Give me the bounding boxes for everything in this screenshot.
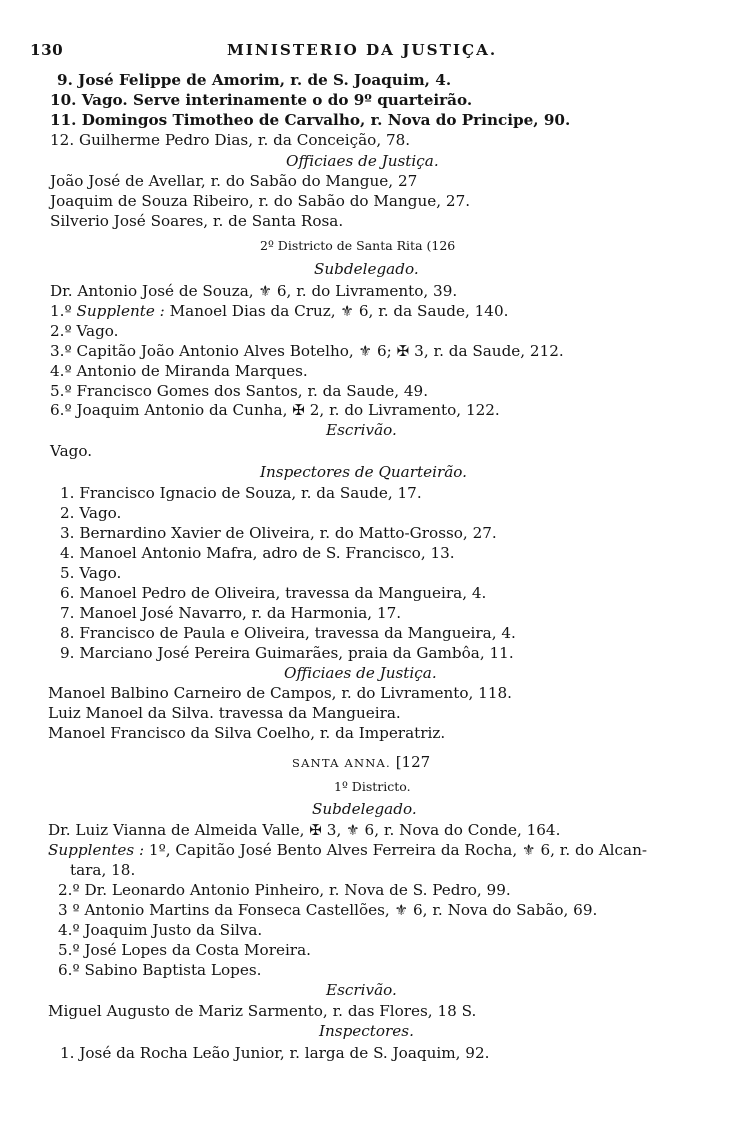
text-line: Silverio José Soares, r. de Santa Rosa.	[50, 212, 344, 230]
list-item: 1. José da Rocha Leão Junior, r. larga de S. Joaquim, 92.	[60, 1044, 490, 1062]
list-item: 5. Vago.	[60, 564, 122, 582]
text-line: 2.º Dr. Leonardo Antonio Pinheiro, r. Nova de S. Pedro, 99.	[58, 881, 511, 899]
page-title: MINISTERIO DA JUSTIÇA.	[227, 41, 498, 59]
text-line: 5.º José Lopes da Costa Moreira.	[58, 941, 311, 959]
text-line: Miguel Augusto de Mariz Sarmento, r. das Flores, 18 S.	[48, 1002, 477, 1020]
text-line: tara, 18.	[70, 861, 136, 879]
text-line: 6.º Sabino Baptista Lopes.	[58, 961, 262, 979]
section-heading: Escrivão.	[326, 421, 397, 439]
ordinal: 1.º	[50, 302, 77, 320]
role-label: Supplente :	[76, 302, 165, 320]
text-line: 4.º Antonio de Miranda Marques.	[50, 362, 308, 380]
text-line: Dr. Luiz Vianna de Almeida Valle, ✠ 3, ⚜ 6, r. Nova do Conde, 164.	[48, 821, 561, 839]
parish-heading	[292, 752, 430, 773]
page-number: 130	[30, 41, 64, 59]
text-line	[50, 301, 508, 321]
text-line: Joaquim de Souza Ribeiro, r. do Sabão do Mangue, 27.	[50, 192, 471, 210]
text-line	[48, 840, 647, 860]
list-item: 6. Manoel Pedro de Oliveira, travessa da Mangueira, 4.	[60, 584, 487, 602]
parish-name: SANTA ANNA.	[292, 756, 391, 770]
list-item: 3. Bernardino Xavier de Oliveira, r. do Matto-Grosso, 27.	[60, 524, 497, 542]
text-line: 11. Domingos Timotheo de Carvalho, r. Nova do Principe, 90.	[50, 111, 571, 129]
section-heading: Escrivão.	[326, 981, 397, 999]
text-line: 9. José Felippe de Amorim, r. de S. Joaquim, 4.	[57, 71, 452, 89]
district-heading: 2º Districto de Santa Rita (126	[260, 238, 456, 253]
list-item: 8. Francisco de Paula e Oliveira, travessa da Mangueira, 4.	[60, 624, 516, 642]
text-line: Luiz Manoel da Silva. travessa da Mangueira.	[48, 704, 401, 722]
text-line: 5.º Francisco Gomes dos Santos, r. da Saude, 49.	[50, 382, 429, 400]
list-item: 9. Marciano José Pereira Guimarães, praia da Gambôa, 11.	[60, 644, 514, 662]
section-heading: Subdelegado.	[314, 260, 419, 278]
section-heading: Inspectores de Quarteirão.	[260, 463, 467, 481]
district-heading: 1º Districto.	[334, 779, 411, 794]
section-heading: Officiaes de Justiça.	[286, 152, 439, 170]
text-line: Manoel Balbino Carneiro de Campos, r. do Livramento, 118.	[48, 684, 512, 702]
text-line: Vago.	[50, 442, 93, 460]
entry-text: 1º, Capitão José Bento Alves Ferreira da Rocha, ⚜ 6, r. do Alcan-	[144, 841, 648, 859]
text-line: 2.º Vago.	[50, 322, 119, 340]
section-heading: Inspectores.	[319, 1022, 414, 1040]
section-heading: Officiaes de Justiça.	[284, 664, 437, 682]
page-header	[30, 40, 720, 60]
text-line: Manoel Francisco da Silva Coelho, r. da Imperatriz.	[48, 724, 446, 742]
text-line: 3.º Capitão João Antonio Alves Botelho, ⚜ 6; ✠ 3, r. da Saude, 212.	[50, 342, 564, 360]
entry-text: Manoel Dias da Cruz, ⚜ 6, r. da Saude, 140.	[164, 302, 509, 320]
section-heading: Subdelegado.	[312, 800, 417, 818]
text-line: Dr. Antonio José de Souza, ⚜ 6, r. do Livramento, 39.	[50, 282, 458, 300]
text-line: 6.º Joaquim Antonio da Cunha, ✠ 2, r. do Livramento, 122.	[50, 401, 500, 419]
list-item: 4. Manoel Antonio Mafra, adro de S. Francisco, 13.	[60, 544, 455, 562]
text-line: 3 º Antonio Martins da Fonseca Castellões, ⚜ 6, r. Nova do Sabão, 69.	[58, 901, 598, 919]
list-item: 2. Vago.	[60, 504, 122, 522]
text-line: 4.º Joaquim Justo da Silva.	[58, 921, 263, 939]
text-line: 10. Vago. Serve interinamente o do 9º quarteirão.	[50, 91, 473, 109]
list-item: 7. Manoel José Navarro, r. da Harmonia, 17.	[60, 604, 402, 622]
page-reference: [127	[395, 753, 431, 771]
text-line: 12. Guilherme Pedro Dias, r. da Conceição, 78.	[50, 131, 411, 149]
text-line: João José de Avellar, r. do Sabão do Mangue, 27	[50, 172, 418, 190]
list-item: 1. Francisco Ignacio de Souza, r. da Saude, 17.	[60, 484, 422, 502]
role-label: Supplentes :	[48, 841, 145, 859]
